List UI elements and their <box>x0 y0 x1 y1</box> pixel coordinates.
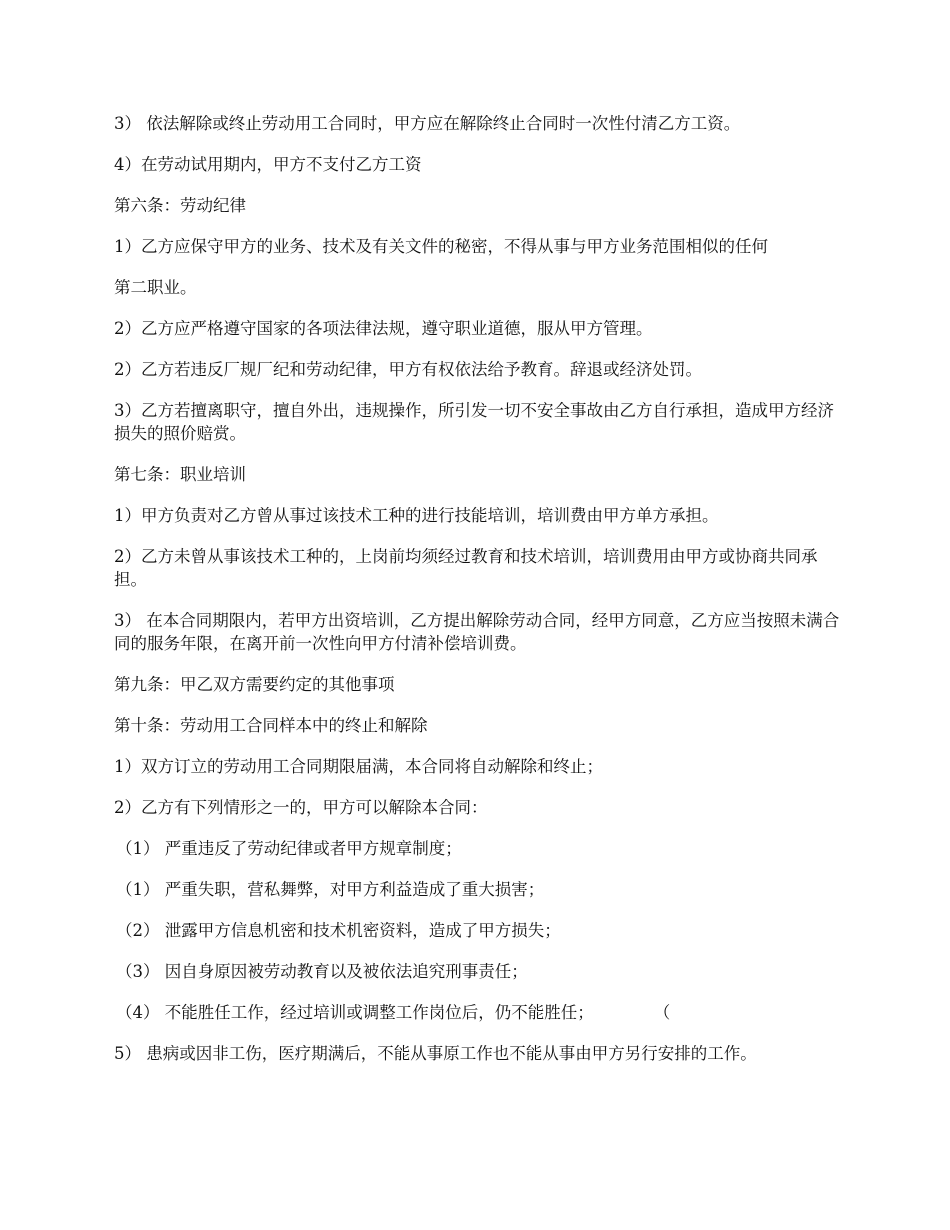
paragraph: 1）乙方应保守甲方的业务、技术及有关文件的秘密，不得从事与甲方业务范围相似的任何 <box>114 237 768 256</box>
list-item: （2） 泄露甲方信息机密和技术机密资料，造成了甲方损失； <box>116 921 561 940</box>
paragraph: 2）乙方有下列情形之一的，甲方可以解除本合同： <box>114 798 488 817</box>
paragraph: 2）乙方若违反厂规厂纪和劳动纪律，甲方有权依法给予教育。辞退或经济处罚。 <box>114 360 702 379</box>
section-heading: 第九条：甲乙双方需要约定的其他事项 <box>114 675 395 694</box>
list-item: 5） 患病或因非工伤，医疗期满后，不能从事原工作也不能从事由甲方另行安排的工作。 <box>114 1044 757 1063</box>
section-heading: 第十条：劳动用工合同样本中的终止和解除 <box>114 716 428 735</box>
paragraph: 2）乙方未曾从事该技术工种的，上岗前均须经过教育和技术培训，培训费用由甲方或协商共同承担。 <box>114 547 818 589</box>
section-heading: 第七条：职业培训 <box>114 465 246 484</box>
paragraph: 1）双方订立的劳动用工合同期限届满，本合同将自动解除和终止； <box>114 757 603 776</box>
list-item <box>114 1001 840 1024</box>
list-item: （1） 严重违反了劳动纪律或者甲方规章制度； <box>116 839 462 858</box>
paragraph: 3） 在本合同期限内，若甲方出资培训，乙方提出解除劳动合同，经甲方同意，乙方应当按照未满合同的服务年限，在离开前一次性向甲方付清补偿培训费。 <box>114 611 840 653</box>
paragraph: 2）乙方应严格遵守国家的各项法律法规，遵守职业道德，服从甲方管理。 <box>114 319 653 338</box>
list-item-continuation: （ <box>653 1003 671 1022</box>
list-item: （3） 因自身原因被劳动教育以及被依法追究刑事责任； <box>116 962 528 981</box>
list-item: （1） 严重失职，营私舞弊，对甲方利益造成了重大损害； <box>116 880 545 899</box>
paragraph: 第二职业。 <box>114 278 197 297</box>
paragraph: 1）甲方负责对乙方曾从事过该技术工种的进行技能培训，培训费由甲方单方承担。 <box>114 506 719 525</box>
paragraph: 3） 依法解除或终止劳动用工合同时，甲方应在解除终止合同时一次性付清乙方工资。 <box>114 114 741 133</box>
paragraph: 3）乙方若擅离职守，擅自外出，违规操作，所引发一切不安全事故由乙方自行承担，造成甲方经济损失的照价赔赏。 <box>114 401 834 443</box>
section-heading: 第六条：劳动纪律 <box>114 196 246 215</box>
paragraph: 4）在劳动试用期内，甲方不支付乙方工资 <box>114 155 422 174</box>
list-item-text: （4） 不能胜任工作，经过培训或调整工作岗位后，仍不能胜任； <box>116 1003 594 1022</box>
